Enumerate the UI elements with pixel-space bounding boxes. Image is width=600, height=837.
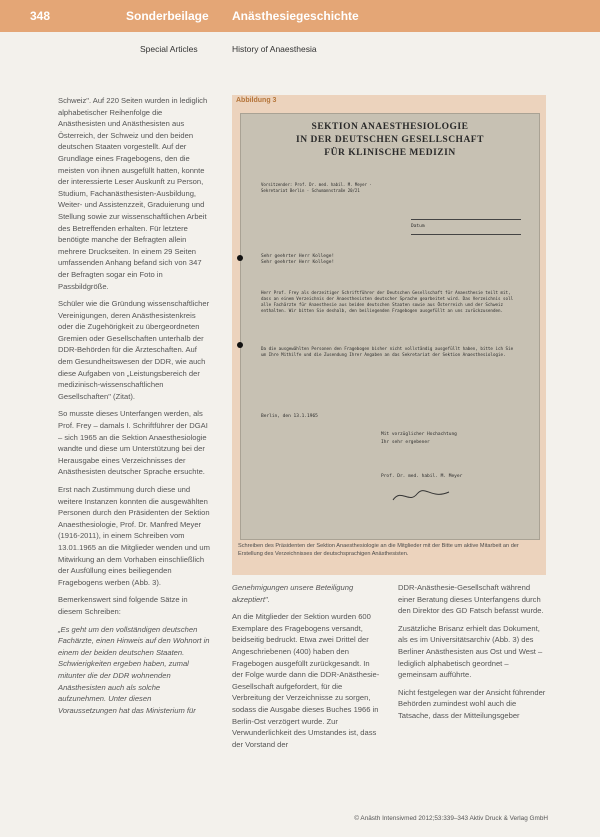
paragraph: Schüler wie die Gründung wissenschaftlicher Vereinigungen, deren Anästhesistenkreis oder die Zugehörigkeit zu übergeordneten Gremien oder Gesellschaften unterhalb der DDR-Behörden für die Ärzteschaften. Auf dem Gesundheitswesen der DDR, wie auch diese Aufgaben von „Leistungsbereich der medizinisch-wissenschaftlichen Gesellschaften" (Zitat). — [58, 299, 210, 401]
salutation — [261, 254, 334, 266]
left-column — [58, 95, 210, 722]
subheader-right: History of Anaesthesia — [232, 44, 317, 54]
letter-title-line: IN DER DEUTSCHEN GESELLSCHAFT — [296, 135, 484, 145]
figure-3 — [232, 95, 546, 575]
date-line — [411, 224, 521, 235]
paragraph: Erst nach Zustimmung durch diese und weitere Instanzen konnten die ausgewählten Personen durch den Präsidenten der Sektion Anaesthesiologie, Prof. Dr. Manfred Meyer (1916-2011), in einem Schreiben vom 13.01.1965 an die Mitglieder wenden und um Mitwirkung an dem Vorhaben einschließlich der Ausfüllung eines beiliegenden Fragebogens werben (Abb. 3). — [58, 485, 210, 587]
address-line — [411, 209, 521, 220]
closing-line: Mit vorzüglicher Hochachtung — [381, 432, 457, 437]
signatory: Prof. Dr. med. habil. M. Meyer — [381, 474, 463, 479]
letter-body: Herr Prof. Frey als derzeitiger Schriftführer der Deutschen Gesellschaft für Anaesthesie teilt mit, dass an einem Verzeichnis der Anaesthesisten deutscher Sprache gearbeitet wird. Das Verzeichnis soll alle Fachärzte für Anaesthesie aus beiden deutschen Staaten sowie aus Österreich und der Schweiz enthalten. Wir bitten Sie deshalb, den beiliegenden Fragebogen ausgefüllt an uns zurückzusenden. — [261, 290, 514, 313]
letter-address: Vorsitzender: Prof. Dr. med. habil. M. Meyer · Sekretariat Berlin · Schumannstraße 20/21 — [261, 182, 372, 193]
quote-paragraph: „Es geht um den vollständigen deutschen Fachärzte, einen Hinweis auf den Wohnort in einem der beiden deutschen Staaten. Schwierigkeiten ergeben haben, zumal mitunter die der DDR wohnenden Anästhesisten auch als solche aufzunehmen. Unter diesen Voraussetzungen hat das Ministerium für — [58, 624, 210, 715]
letter-title-line: SEKTION ANAESTHESIOLOGIE — [311, 122, 469, 132]
letter-body: Da die ausgewählten Personen den Fragebogen bisher nicht vollständig ausgefüllt haben, bitte ich Sie um Ihre Mithilfe und die Zusendung Ihrer Angaben an das Sekretariat der Sektion Anaesthesiologie. — [261, 346, 514, 357]
letter-title-line: FÜR KLINISCHE MEDIZIN — [324, 148, 456, 158]
figure-caption: Schreiben des Präsidenten der Sektion Anaesthesiologie an die Mitglieder mit der Bitte um aktive Mitarbeit an der Erstellung des Verzeichnisses der deutschsprachigen Anästhesisten. — [238, 543, 519, 557]
section-title: Sonderbeilage — [126, 9, 209, 23]
copyright-footer: © Anästh Intensivmed 2012;53:339–343 Aktiv Druck & Verlag GmbH — [354, 815, 548, 822]
letter-scan — [240, 113, 540, 540]
page-header — [0, 0, 600, 32]
punch-hole-icon — [237, 255, 243, 261]
punch-hole-icon — [237, 342, 243, 348]
paragraph: Bemerkenswert sind folgende Sätze in diesem Schreiben: — [58, 595, 188, 616]
letter-date: Berlin, den 13.1.1965 — [261, 414, 318, 419]
figure-label: Abbildung 3 — [236, 97, 277, 104]
subheader-left: Special Articles — [140, 44, 198, 54]
paragraph: Zusätzliche Brisanz erhielt das Dokument, als es im Universitätsarchiv (Abb. 3) des Berliner Anästhesisten aus Ost und West – lediglich alphabetisch geordnet – gemeinsam aufführte. — [398, 623, 543, 680]
page-number: 348 — [30, 9, 51, 23]
closing-line: Ihr sehr ergebener — [381, 440, 430, 445]
salutation-line: Sehr geehrter Herr Kollege! — [261, 260, 335, 265]
paragraph: DDR-Anästhesie-Gesellschaft während einer Beratung dieses Unterfangens durch den Direktor des GD Fatsch befasst wurde. — [398, 583, 544, 616]
paragraph: Schweiz". Auf 220 Seiten wurden in lediglich alphabetischer Reihenfolge die Anästhesisten und Anästhesisten aus Österreich, der Schweiz und den beiden deutschen Staaten vorgestellt. Auf der Grundlage eines Fragebogens, den die meisten von ihnen ausgefüllt hatten, konnte der interessierte Leser Auskunft zu Person, Studium, Fachanästhesisten-Ausbildung, Weiter- und Assistenzzeit, Graduierung und Stellung sowie zur wissenschaftlichen Arbeit des Betreffenden erhalten. Für letztere benötigte manche der Befragten allein mehrere Druckseiten. In einem 29 Seiten umfassenden Anhang befand sich von 347 der Befragten sogar ein Foto in Passbildgröße. — [58, 96, 208, 291]
right-column — [398, 582, 548, 728]
paragraph: An die Mitglieder der Sektion wurden 600 Exemplare des Fragebogens versandt, beidseitig bedruckt. Etwa zwei Drittel der Angeschriebenen (400) haben den Fragebogen ausgefüllt zurückgesandt. In der Folge wurde dann die DDR-Anästhesie-Gesellschaft aufgefordert, für die Verbreitung der Verzeichnisse zu sorgen, sodass die Ausgabe dieses Buches 1966 in Berlin-Ost verzögert wurde. Zur Verwunderlichkeit des Umstandes ist, dass der Vorstand der — [232, 612, 380, 749]
paragraph: So musste dieses Unterfangen werden, als Prof. Frey – damals I. Schriftführer der DGAI – sich 1965 an die Sektion Anaesthesiologie wandte und diese um Unterstützung bei der Herausgabe eines Verzeichnisses der Anästhesisten deutscher Sprache ersuchte. — [58, 409, 208, 477]
salutation-line: Sehr geehrter Herr Kollege! — [261, 254, 335, 259]
middle-column — [232, 582, 380, 756]
quote-paragraph: Genehmigungen unsere Beteiligung akzeptiert". — [232, 583, 354, 604]
topic-title: Anästhesiegeschichte — [232, 9, 359, 23]
paragraph: Nicht festgelegen war der Ansicht führender Behörden zumindest wohl auch die Tatsache, dass der Mitteilungsgeber — [398, 687, 546, 720]
signature-icon — [391, 486, 451, 506]
date-label: Datum — [411, 224, 425, 229]
